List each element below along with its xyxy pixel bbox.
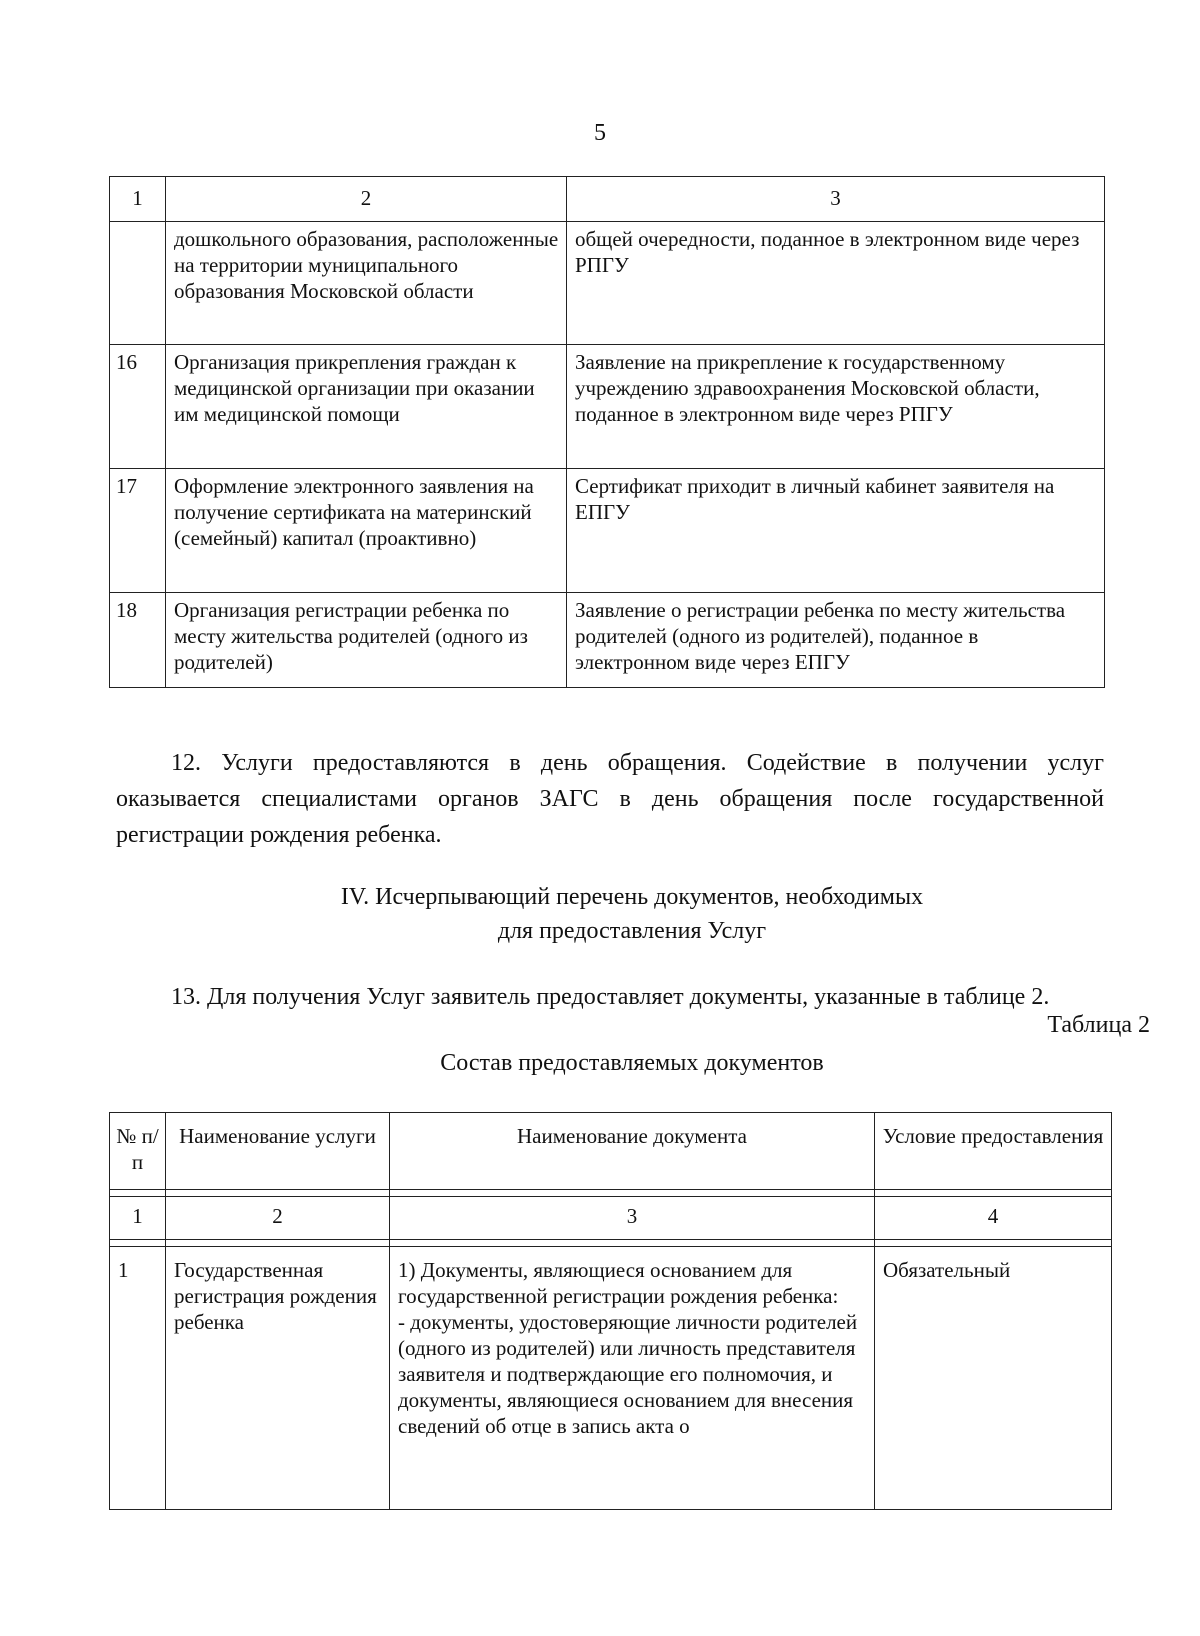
column-number-3: 3 xyxy=(567,177,1105,222)
service-result: Сертификат приходит в личный кабинет заявителя на ЕПГУ xyxy=(567,469,1105,593)
header-condition: Условие предоставления xyxy=(875,1113,1112,1190)
services-results-table xyxy=(109,176,1105,688)
column-number-4: 4 xyxy=(875,1197,1112,1240)
table-row xyxy=(110,222,1105,345)
row-number xyxy=(110,222,166,345)
table-row xyxy=(110,469,1105,593)
service-name: Организация регистрации ребенка по месту жительства родителей (одного из родителей) xyxy=(166,593,567,688)
service-result: Заявление на прикрепление к государственному учреждению здравоохранения Московской области, поданное в электронном виде через РПГУ xyxy=(567,345,1105,469)
documents-table xyxy=(109,1112,1112,1510)
column-numbers-row xyxy=(110,1197,1112,1240)
section-heading-line1: IV. Исчерпывающий перечень документов, необходимых xyxy=(340,884,924,910)
row-number: 1 xyxy=(110,1247,166,1510)
service-result: Заявление о регистрации ребенка по месту жительства родителей (одного из родителей), поданное в электронном виде через ЕПГУ xyxy=(567,593,1105,688)
row-number: 18 xyxy=(110,593,166,688)
service-name: Оформление электронного заявления на получение сертификата на материнский (семейный) капитал (проактивно) xyxy=(166,469,567,593)
table-caption: Состав предоставляемых документов xyxy=(440,1050,824,1076)
column-number-2: 2 xyxy=(166,1197,390,1240)
table-row xyxy=(110,1247,1112,1510)
paragraph-13 xyxy=(116,979,1104,1015)
column-number-1: 1 xyxy=(110,177,166,222)
header-document-name: Наименование документа xyxy=(390,1113,875,1190)
service-name: Государственная регистрация рождения ребенка xyxy=(166,1247,390,1510)
column-number-3: 3 xyxy=(390,1197,875,1240)
header-number: № п/п xyxy=(110,1113,166,1190)
column-number-1: 1 xyxy=(110,1197,166,1240)
paragraph-12 xyxy=(116,745,1104,853)
section-heading xyxy=(0,880,1200,948)
paragraph-13-text: 13. Для получения Услуг заявитель предоставляет документы, указанные в таблице 2. xyxy=(171,984,1050,1010)
header-service-name: Наименование услуги xyxy=(166,1113,390,1190)
row-number: 16 xyxy=(110,345,166,469)
table-row xyxy=(110,345,1105,469)
table-row xyxy=(110,593,1105,688)
subheader-gap-row xyxy=(110,1240,1112,1247)
row-number: 17 xyxy=(110,469,166,593)
service-result: общей очередности, поданное в электронном виде через РПГУ xyxy=(567,222,1105,345)
paragraph-12-text: 12. Услуги предоставляются в день обращения. Содействие в получении услуг оказывается специалистами органов ЗАГС в день обращения после государственной регистрации рождения ребенка. xyxy=(116,750,1104,848)
table-label: Таблица 2 xyxy=(1047,1012,1150,1038)
document-name: 1) Документы, являющиеся основанием для государственной регистрации рождения ребенка: - документы, удостоверяющие личности родителей (одного из родителей) или личность представителя заявителя и подтверждающие его полномочия, и документы, являющиеся основанием для внесения сведений об отце в запись акта о xyxy=(390,1247,875,1510)
header-gap-row xyxy=(110,1190,1112,1197)
section-heading-line2: для предоставления Услуг xyxy=(497,918,767,944)
condition: Обязательный xyxy=(875,1247,1112,1510)
table-header-row xyxy=(110,1113,1112,1190)
table-header-row xyxy=(110,177,1105,222)
service-name: Организация прикрепления граждан к медицинской организации при оказании им медицинской помощи xyxy=(166,345,567,469)
column-number-2: 2 xyxy=(166,177,567,222)
page-number: 5 xyxy=(594,120,606,146)
service-name: дошкольного образования, расположенные на территории муниципального образования Московской области xyxy=(166,222,567,345)
